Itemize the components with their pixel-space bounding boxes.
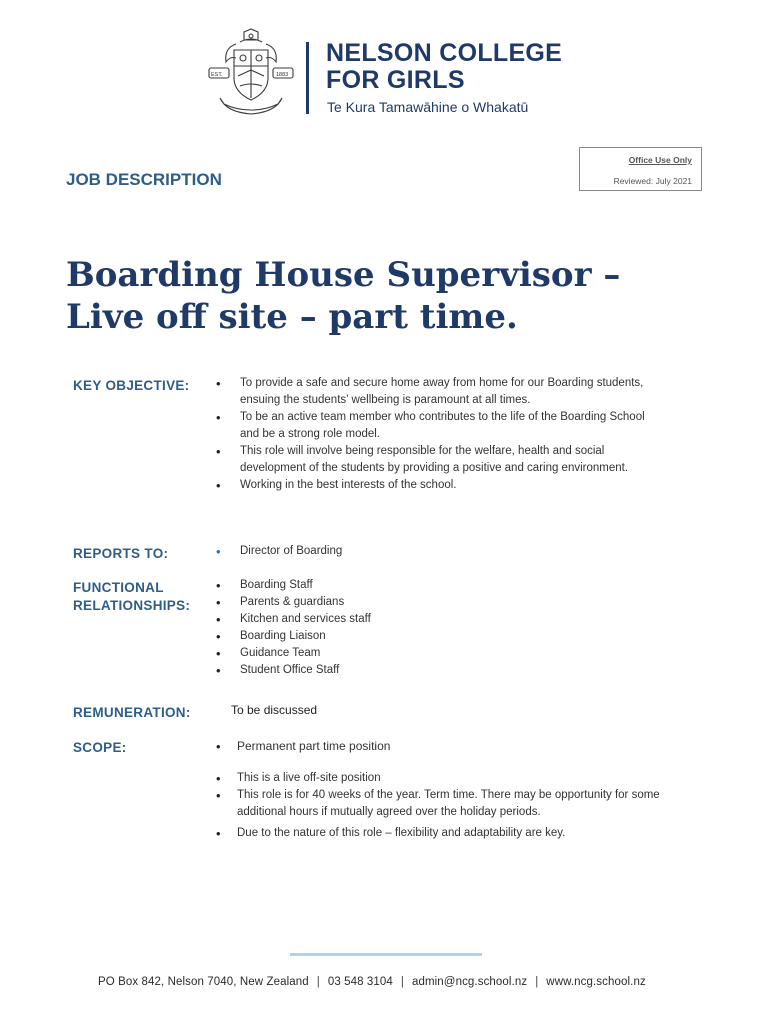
- list-item: • Due to the nature of this role – flexibility and adaptability are key.: [216, 825, 676, 842]
- functional-relationships-label: [73, 579, 190, 615]
- doc-type-heading: JOB DESCRIPTION: [66, 170, 222, 189]
- list-item: • Permanent part time position: [216, 738, 676, 755]
- list-item: • Kitchen and services staff: [216, 611, 616, 628]
- scope-label: SCOPE:: [73, 740, 127, 755]
- office-use-box: [579, 147, 702, 191]
- list-item: • Guidance Team: [216, 645, 616, 662]
- crest-year-text: 1883: [276, 72, 289, 78]
- footer-rule: [290, 953, 482, 956]
- footer-address: PO Box 842, Nelson 7040, New Zealand: [98, 976, 309, 988]
- school-name: [326, 40, 562, 94]
- scope-first-list: [216, 738, 676, 755]
- remuneration-label: REMUNERATION:: [73, 705, 191, 720]
- footer-email-link[interactable]: admin@ncg.school.nz: [411, 976, 528, 988]
- footer-separator: |: [316, 976, 320, 988]
- office-use-title: Office Use Only: [628, 155, 692, 165]
- school-maori-name: Te Kura Tamawāhine o Whakatū: [327, 99, 529, 115]
- document-title: [66, 254, 706, 338]
- list-item: • Parents & guardians: [216, 594, 616, 611]
- list-item: • This is a live off-site position: [216, 770, 676, 787]
- footer-separator: |: [535, 976, 539, 988]
- list-item: • Boarding Liaison: [216, 628, 616, 645]
- list-item: • Boarding Staff: [216, 577, 616, 594]
- key-objective-list: [216, 375, 666, 494]
- list-item: • To provide a safe and secure home away from home for our Boarding students, ensuing the students’ wellbeing is paramount at all times.: [216, 375, 666, 409]
- school-crest-logo: [206, 28, 296, 120]
- remuneration-value: To be discussed: [231, 703, 318, 717]
- crest-est-text: EST.: [211, 72, 223, 78]
- school-name-line1: NELSON COLLEGE: [326, 39, 563, 67]
- title-line2: Live off site – part time.: [66, 297, 518, 337]
- footer-contact: [98, 976, 646, 988]
- reports-to-label: REPORTS TO:: [73, 546, 169, 561]
- title-line1: Boarding House Supervisor –: [66, 255, 621, 295]
- logo-divider: [306, 42, 309, 114]
- list-item: • To be an active team member who contributes to the life of the Boarding School and be a strong role model.: [216, 409, 666, 443]
- school-name-line2: FOR GIRLS: [326, 66, 465, 94]
- functional-label-line1: FUNCTIONAL: [73, 580, 164, 595]
- key-objective-label: KEY OBJECTIVE:: [73, 378, 190, 393]
- list-item: • Director of Boarding: [216, 543, 616, 560]
- footer-website-link[interactable]: www.ncg.school.nz: [546, 976, 646, 988]
- list-item: • This role will involve being responsible for the welfare, health and social development of the students by providing a positive and caring environment.: [216, 443, 666, 477]
- footer-separator: |: [400, 976, 404, 988]
- office-reviewed-date: Reviewed: July 2021: [613, 176, 692, 186]
- list-item: • Working in the best interests of the school.: [216, 477, 666, 494]
- functional-label-line2: RELATIONSHIPS:: [73, 598, 191, 613]
- scope-list: [216, 770, 676, 842]
- list-item: • This role is for 40 weeks of the year. Term time. There may be opportunity for some additional hours if mutually agreed over the holiday periods.: [216, 787, 676, 821]
- footer-phone[interactable]: 03 548 3104: [327, 976, 393, 988]
- list-item: • Student Office Staff: [216, 662, 616, 679]
- functional-relationships-list: [216, 577, 616, 679]
- reports-to-list: [216, 543, 616, 560]
